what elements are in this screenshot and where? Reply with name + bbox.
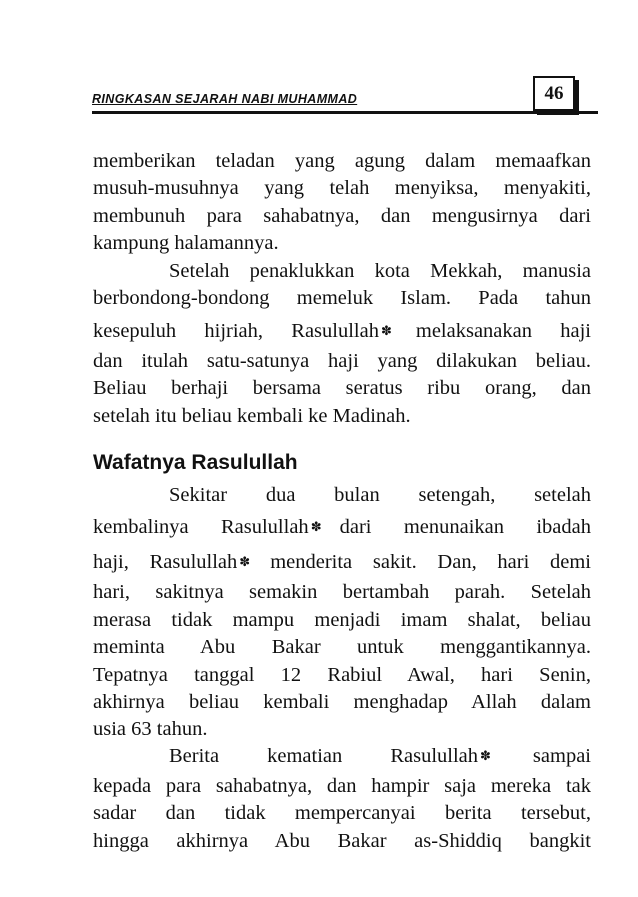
header-rule: [92, 111, 598, 114]
text-line: [93, 313, 591, 348]
text-span: dari menunaikan ibadah: [339, 516, 592, 539]
text-line: hari, sakitnya semakin bertambah parah. Setelah: [93, 581, 591, 604]
text-line: hingga akhirnya Abu Bakar as-Shiddiq bangkit: [93, 829, 591, 852]
text-line: Tepatnya tanggal 12 Rabiul Awal, hari Senin,: [93, 663, 591, 686]
honorific-symbol: ✽: [380, 322, 392, 338]
text-line: kepada para sahabatnya, dan hampir saja mereka tak: [93, 775, 591, 797]
paragraph-1: [93, 148, 591, 258]
text-line: musuh-musuhnya yang telah menyiksa, menyakiti,: [93, 177, 591, 200]
honorific-symbol: ✽: [310, 519, 322, 535]
text-line: [93, 509, 591, 544]
text-span: Berita kematian Rasulullah: [169, 745, 479, 767]
text-span: haji, Rasulullah: [93, 551, 238, 574]
text-line: sadar dan tidak mempercanyai berita tersebut,: [93, 802, 591, 825]
paragraph-3: [93, 482, 591, 744]
page-header: [92, 70, 598, 118]
text-line: meminta Abu Bakar untuk menggantikannya.: [93, 636, 591, 659]
running-header-title: RINGKASAN SEJARAH NABI MUHAMMAD: [92, 92, 358, 106]
text-line: membunuh para sahabatnya, dan mengusirnya dari: [93, 204, 591, 227]
text-line: memberikan teladan yang agung dalam memaafkan: [93, 150, 591, 172]
text-line: [93, 544, 591, 579]
section-heading: Wafatnya Rasulullah: [93, 451, 298, 474]
text-line: [93, 738, 591, 773]
text-line: kampung halamannya.: [93, 232, 279, 255]
paragraph-4: [93, 738, 591, 855]
page-number-box: [533, 76, 575, 111]
paragraph-2: [93, 258, 591, 430]
text-span: melaksanakan haji: [415, 319, 591, 342]
text-line: Beliau berhaji bersama seratus ribu orang, dan: [93, 377, 591, 400]
text-span: kesepuluh hijriah, Rasulullah: [93, 319, 379, 342]
page-number: 46: [544, 82, 564, 104]
text-line: setelah itu beliau kembali ke Madinah.: [93, 404, 411, 427]
text-line: berbondong-bondong memeluk Islam. Pada tahun: [93, 287, 591, 310]
text-line: akhirnya beliau kembali menghadap Allah dalam: [93, 690, 591, 713]
text-span: menderita sakit. Dan, hari demi: [270, 551, 591, 574]
text-line: Sekitar dua bulan setengah, setelah: [169, 484, 591, 506]
text-line: usia 63 tahun.: [93, 718, 208, 741]
text-line: merasa tidak mampu menjadi imam shalat, beliau: [93, 608, 591, 631]
text-line: Setelah penaklukkan kota Mekkah, manusia: [169, 260, 591, 282]
text-span: kembalinya Rasulullah: [93, 516, 309, 539]
text-span: sampai: [532, 745, 591, 767]
honorific-symbol: ✽: [239, 554, 251, 570]
text-line: dan itulah satu-satunya haji yang dilakukan beliau.: [93, 349, 591, 372]
honorific-symbol: ✽: [480, 748, 491, 763]
